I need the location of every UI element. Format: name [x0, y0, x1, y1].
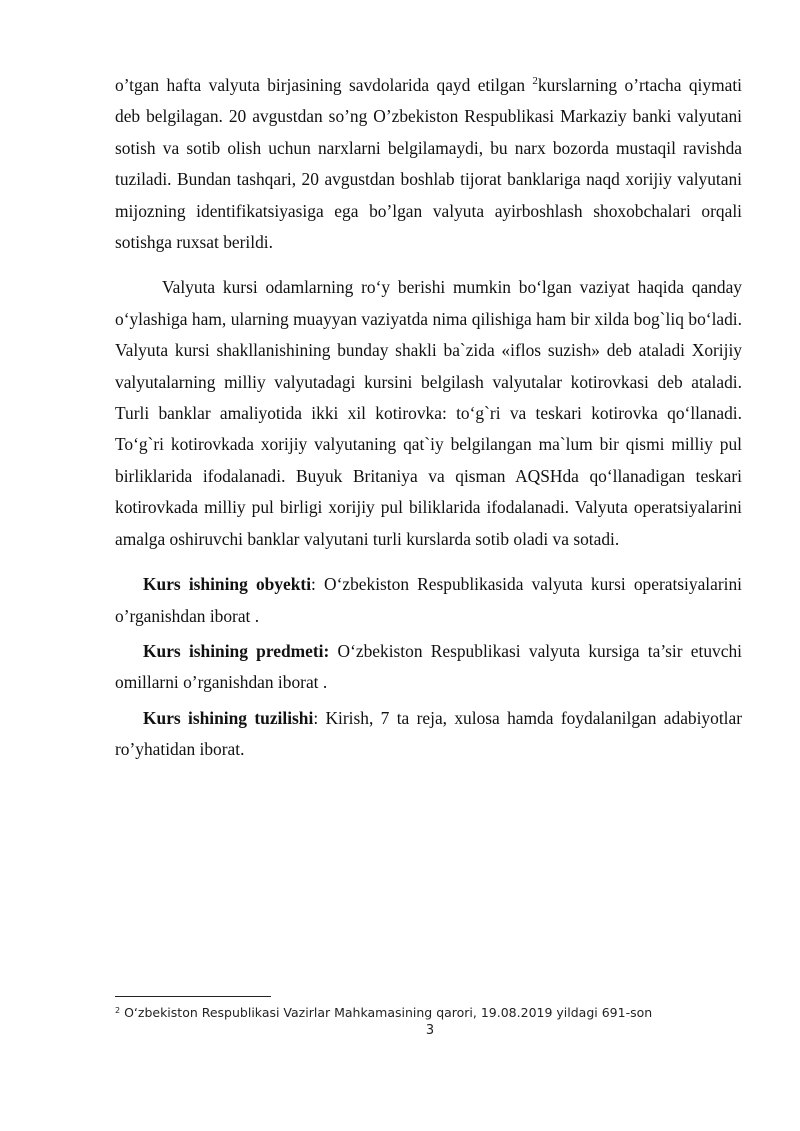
paragraph-text: O‘zbekiston Respublikasi valyuta kursiga ta’sir etuvchi omillarni o’rganishdan iborat .: [115, 640, 742, 693]
subject-label: Kurs ishining predmeti:: [143, 640, 330, 661]
paragraph-text: Valyuta kursi odamlarning ro‘y berishi mumkin bo‘lgan vaziyat haqida qanday o‘ylashiga ham, ularning muayyan vaziyatda nima qilishiga ham bir xilda bog`liq bo‘ladi. Valyuta kursi shakllanishining bunday shakli ba`zida «iflos suzish» deb ataladi Xorijiy valyutalarning milliy valyutadagi kursini belgilash valyutalar kotirovkasi deb ataladi. Turli banklar amaliyotida ikki xil kotirovka: to‘g`ri va teskari kotirovka qo‘llanadi. To‘g`ri kotirovkada xorijiy valyutaning qat`iy belgilangan ma`lum bir qismi milliy pul birliklarida ifodalanadi. Buyuk Britaniya va qisman AQSHda qo‘llanadigan teskari kotirovkada milliy pul birligi xorijiy pul biliklarida ifodalanadi. Valyuta operatsiyalarini amalga oshiruvchi banklar valyutani turli kurslarda sotib oladi va sotadi.: [115, 277, 742, 549]
paragraph-text: Kirish, 7 ta reja, xulosa hamda foydalanilgan adabiyotlar ro’yhatidan iborat.: [115, 707, 743, 760]
separator: :: [313, 707, 319, 728]
paragraph-object: [115, 569, 742, 632]
structure-label: Kurs ishining tuzilishi: [143, 707, 314, 728]
paragraph-structure: [115, 703, 742, 766]
separator: :: [311, 574, 316, 595]
footnote: [115, 1005, 755, 1021]
page-number: 3: [425, 1023, 435, 1038]
footnote-marker: 2: [115, 1006, 121, 1015]
paragraph-text: kurslarning o’rtacha qiymati deb belgilagan. 20 avgustdan so’ng O’zbekiston Respublikasi Markaziy banki valyutani sotish va sotib olish uchun narxlarni belgilamaydi, bu narx bozorda mustaqil ravishda tuziladi. Bundan tashqari, 20 avgustdan boshlab tijorat banklariga naqd xorijiy valyutani mijozning identifikatsiyasiga ega bo’lgan valyuta ayirboshlash shoxobchalari orqali sotishga ruxsat berildi.: [115, 75, 742, 253]
paragraph-text: o’tgan hafta valyuta birjasining savdolarida qayd etilgan: [115, 75, 533, 95]
footnote-text: O‘zbekiston Respublikasi Vazirlar Mahkamasining qarori, 19.08.2019 yildagi 691-son: [120, 1005, 653, 1020]
object-label: Kurs ishining obyekti: [143, 574, 312, 595]
footnote-divider: [115, 996, 271, 997]
paragraph-quotation: [115, 272, 742, 555]
footnote-reference: 2: [532, 75, 538, 87]
paragraph-text: O‘zbekiston Respublikasida valyuta kursi operatsiyalarini o’rganishdan iborat .: [115, 574, 742, 626]
paragraph-subject: [115, 636, 742, 699]
paragraph-exchange-rate-rules: [115, 70, 742, 258]
body-text: [115, 70, 742, 766]
